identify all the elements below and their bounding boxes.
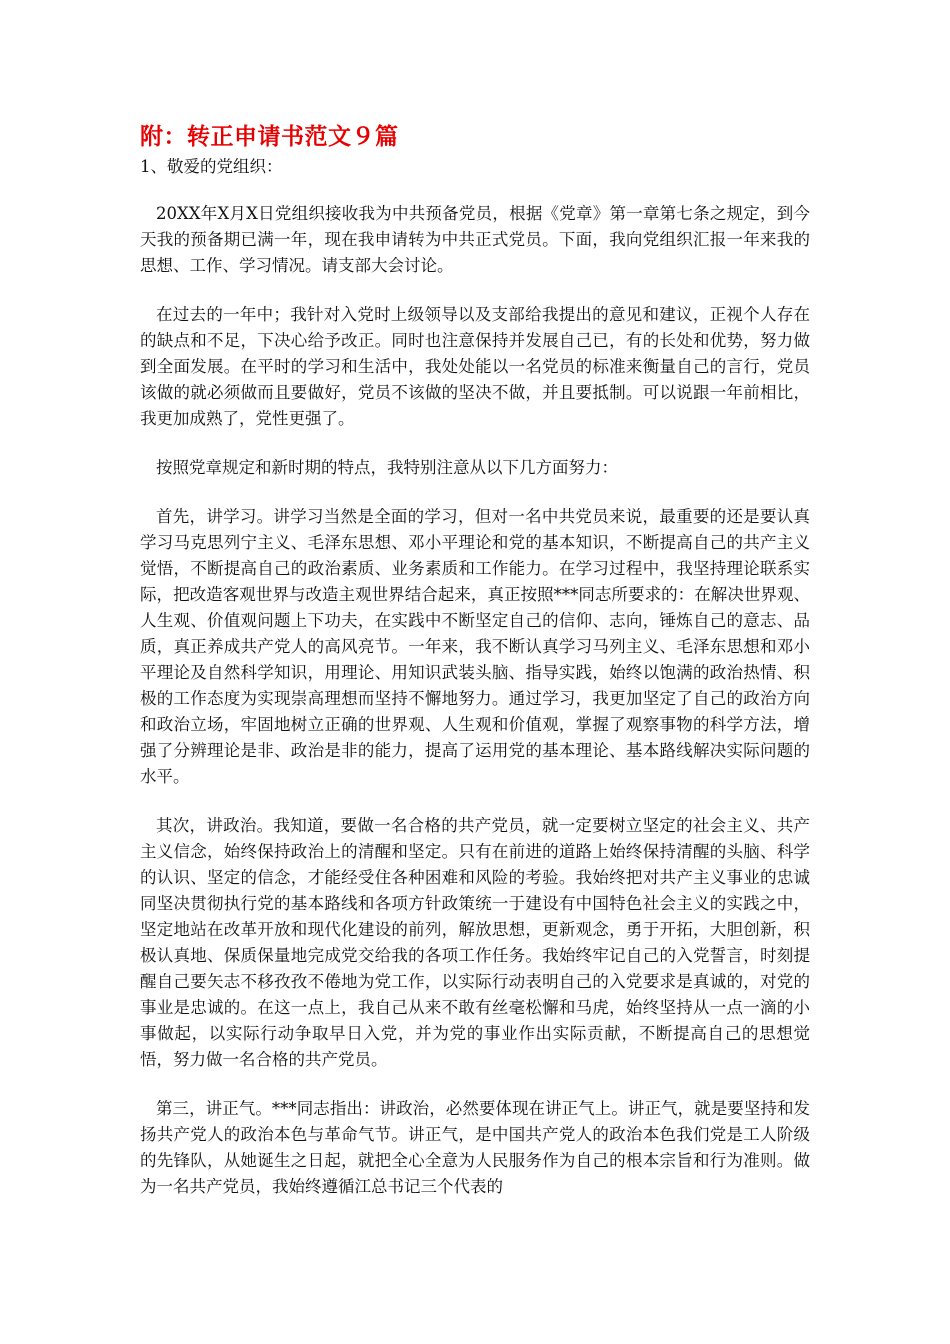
salutation: 1、敬爱的党组织： xyxy=(140,157,283,176)
paragraph-2: 在过去的一年中；我针对入党时上级领导以及支部给我提出的意见和建议，正视个人存在的缺点和不足，下决心给予改正。同时也注意保持并发展自己已，有的长处和优势，努力做到全面发展。在平时的学习和生活中，我处处能以一名党员的标准来衡量自己的言行，党员该做的就必须做而且要做好，党员不该做的坚决不做，并且要抵制。可以说跟一年前相比，我更加成熟了，党性更强了。 xyxy=(140,305,810,428)
paragraph-1: 20XX年X月X日党组织接收我为中共预备党员，根据《党章》第一章第七条之规定，到今天我的预备期已满一年，现在我申请转为中共正式党员。下面，我向党组织汇报一年来我的思想、工作、学习情况。请支部大会讨论。 xyxy=(140,204,810,275)
spacer xyxy=(140,180,810,201)
spacer xyxy=(140,481,810,504)
document-title: 附：转正申请书范文９篇 xyxy=(140,123,399,150)
paragraph-5: 其次，讲政治。我知道，要做一名合格的共产党员，就一定要树立坚定的社会主义、共产主义信念，始终保持政治上的清醒和坚定。只有在前进的道路上始终保持清醒的头脑、科学的认识、坚定的信念，才能经受住各种困难和风险的考验。我始终把对共产主义事业的忠诚同坚决贯彻执行党的基本路线和各项方针政策统一于建设有中国特色社会主义的实践之中，坚定地站在改革开放和现代化建设的前列，解放思想，更新观念，勇于开拓，大胆创新，积极认真地、保质保量地完成党交给我的各项工作任务。我始终牢记自己的入党誓言，时刻提醒自己要矢志不移孜孜不倦地为党工作，以实际行动表明自己的入党要求是真诚的，对党的事业是忠诚的。在这一点上，我自己从来不敢有丝毫松懈和马虎，始终坚持从一点一滴的小事做起，以实际行动争取早日入党，并为党的事业作出实际贡献，不断提高自己的思想觉悟，努力做一名合格的共产党员。 xyxy=(140,816,810,1069)
document-page xyxy=(140,120,810,1200)
spacer xyxy=(140,1073,810,1096)
paragraph-6: 第三，讲正气。***同志指出：讲政治，必然要体现在讲正气上。讲正气，就是要坚持和发扬共产党人的政治本色与革命气节。讲正气，是中国共产党人的政治本色我们党是工人阶级的先锋队，从她诞生之日起，就把全心全意为人民服务作为自己的根本宗旨和行为准则。做为一名共产党员，我始终遵循江总书记三个代表的 xyxy=(140,1099,810,1196)
spacer xyxy=(140,279,810,302)
paragraph-4: 首先，讲学习。讲学习当然是全面的学习，但对一名中共党员来说，最重要的还是要认真学习马克思列宁主义、毛泽东思想、邓小平理论和党的基本知识，不断提高自己的共产主义觉悟，不断提高自己的政治素质、业务素质和工作能力。在学习过程中，我坚持理论联系实际，把改造客观世界与改造主观世界结合起来，真正按照***同志所要求的：在解决世界观、人生观、价值观问题上下功夫，在实践中不断坚定自己的信仰、志向，锤炼自己的意志、品质，真正养成共产党人的高风亮节。一年来，我不断认真学习马列主义、毛泽东思想和邓小平理论及自然科学知识，用理论、用知识武装头脑、指导实践，始终以饱满的政治热情、积极的工作态度为实现崇高理想而坚持不懈地努力。通过学习，我更加坚定了自己的政治方向和政治立场，牢固地树立正确的世界观、人生观和价值观，掌握了观察事物的科学方法，增强了分辨理论是非、政治是非的能力，提高了运用党的基本理论、基本路线解决实际问题的水平。 xyxy=(140,507,810,786)
paragraph-3: 按照党章规定和新时期的特点，我特别注意从以下几方面努力： xyxy=(156,458,618,477)
spacer xyxy=(140,432,810,455)
spacer xyxy=(140,790,810,813)
